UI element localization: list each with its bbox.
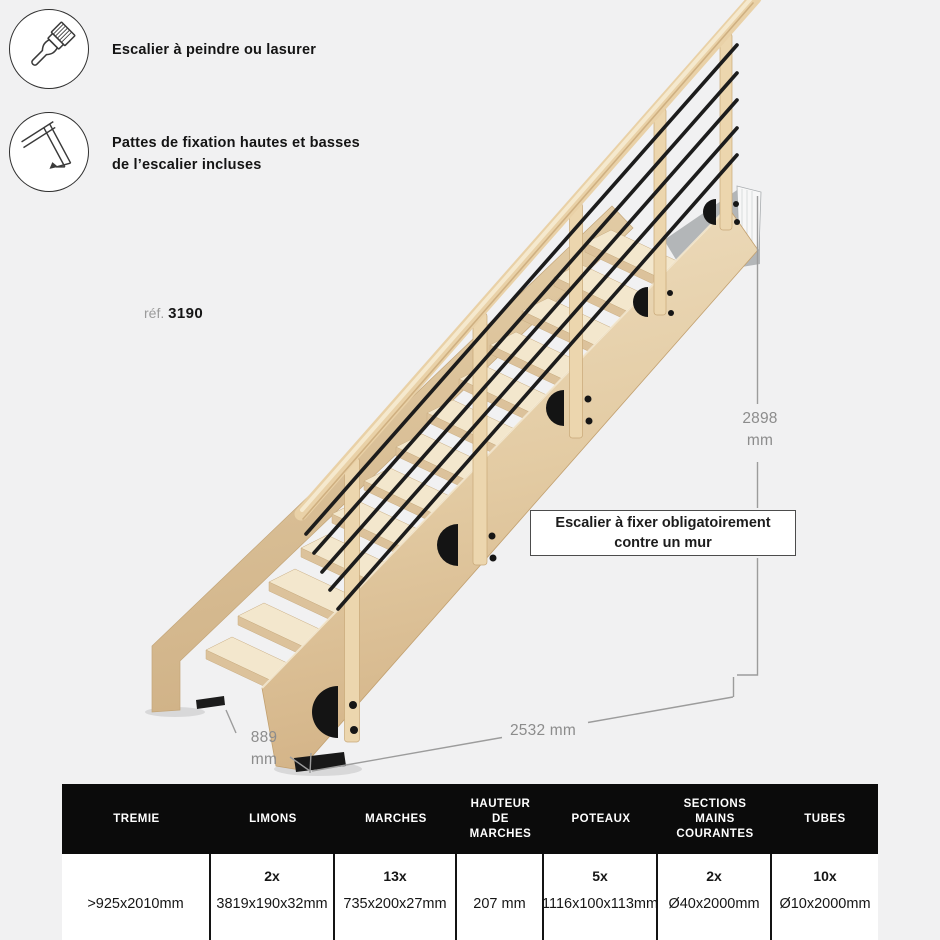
spec-header-poteaux: POTEAUX <box>571 812 631 825</box>
reference-label: réf. <box>144 305 165 321</box>
spec-cell-sections-mains-courantes: 2x Ø40x2000mm <box>658 854 772 940</box>
spec-table-value-row <box>62 854 878 940</box>
spec-table <box>62 784 878 940</box>
spec-header-limons: LIMONS <box>249 812 297 825</box>
reference-value: 3190 <box>168 305 204 322</box>
spec-header-tubes: TUBES <box>804 812 846 825</box>
paint-feature-badge <box>9 9 89 89</box>
spec-header-sections-mains-courantes: SECTIONS MAINS COURANTES <box>676 797 754 840</box>
paintbrush-icon <box>10 10 87 87</box>
spec-cell-limons: 2x 3819x190x32mm <box>211 854 335 940</box>
dimension-depth-label: 889 mm <box>250 729 278 768</box>
spec-cell-poteaux: 5x 1116x100x113mm <box>544 854 658 940</box>
spec-cell-tubes: 10x Ø10x2000mm <box>779 868 871 912</box>
spec-cell-tremie: >925x2010mm <box>62 854 211 940</box>
fixation-feature-badge <box>9 112 89 192</box>
fixation-bracket-icon <box>10 113 87 190</box>
product-reference <box>144 305 203 322</box>
spec-cell-hauteur-de-marches: 207 mm <box>457 854 544 940</box>
dimension-height-label: 2898 mm <box>742 410 778 449</box>
spec-header-hauteur-de-marches: HAUTEUR DE MARCHES <box>469 797 532 840</box>
spec-cell-marches: 13x 735x200x27mm <box>335 854 457 940</box>
wall-fixing-warning-box: Escalier à fixer obligatoirement contre un mur <box>530 510 796 556</box>
feature-label-paint: Escalier à peindre ou lasurer <box>112 42 317 58</box>
spec-table-header-row <box>62 784 878 854</box>
dimension-length-label: 2532 mm <box>509 722 576 739</box>
spec-header-marches: MARCHES <box>365 812 427 825</box>
feature-label-fixation: Pattes de fixation hautes et basses de l’escalier incluses <box>112 135 360 173</box>
spec-header-tremie: TREMIE <box>113 812 160 825</box>
